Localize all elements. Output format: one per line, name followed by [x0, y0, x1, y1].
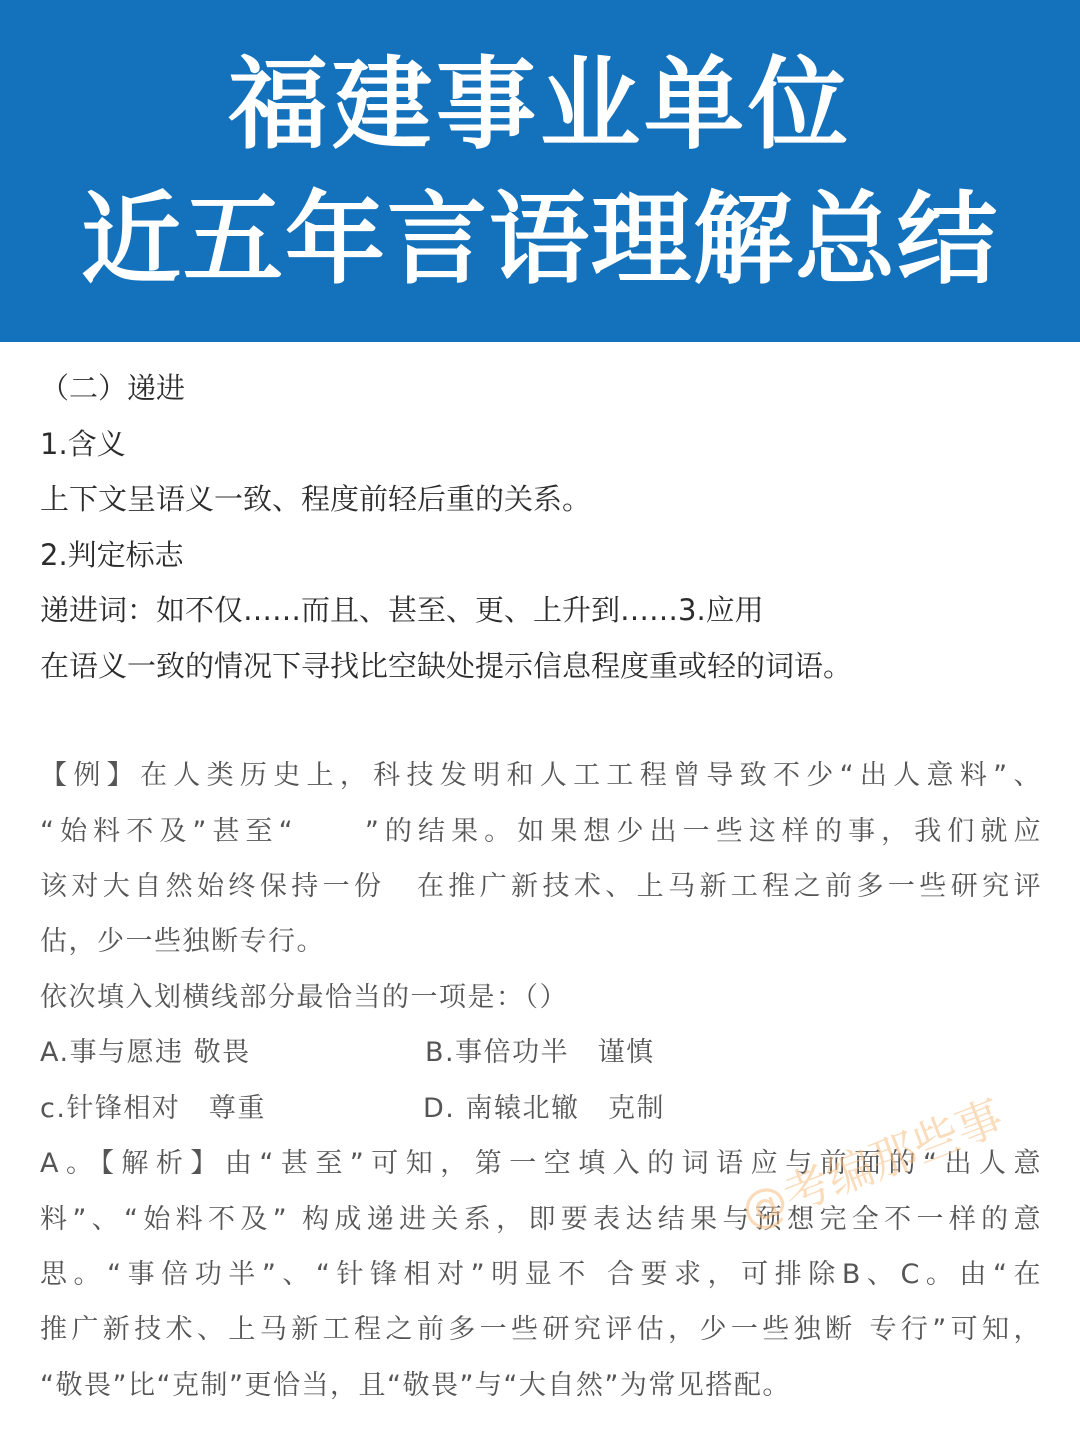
subheading-markers: 2.判定标志 — [40, 538, 184, 572]
page-title-line1: 福建事业单位 — [228, 46, 852, 163]
example-line: 【例】在人类历史上，科技发明和人工工程曾导致不少“出人意料”、 — [40, 760, 1042, 791]
header-banner — [0, 0, 1080, 342]
section-heading: （二）递进 — [40, 371, 186, 405]
markers-text: 递进词：如不仅……而且、甚至、更、上升到……3.应用 — [40, 593, 764, 627]
option-d: D. 南辕北辙 克制 — [423, 1093, 665, 1124]
meaning-text: 上下文呈语义一致、程度前轻后重的关系。 — [40, 482, 592, 516]
analysis-line: 推广新技术、上马新工程之前多一些研究评估，少一些独断 专行”可知， — [40, 1314, 1042, 1345]
option-c: c.针锋相对 尊重 — [40, 1093, 266, 1124]
subheading-meaning: 1.含义 — [40, 427, 126, 461]
example-line: “始料不及”甚至“ ”的结果。如果想少出一些这样的事，我们就应 — [40, 816, 1042, 847]
option-a: A.事与愿违 敬畏 — [40, 1037, 251, 1068]
option-b: B.事倍功半 谨慎 — [425, 1037, 655, 1068]
example-line: 估，少一些独断专行。 — [40, 926, 325, 957]
example-line: 该对大自然始终保持一份 在推广新技术、上马新工程之前多一些研究评 — [40, 871, 1042, 902]
analysis-line: 思。“事倍功半”、“针锋相对”明显不 合要求，可排除B、C。由“在 — [40, 1259, 1042, 1290]
analysis-line: A。【解析】由“甚至”可知，第一空填入的词语应与前面的“出人意 — [40, 1148, 1042, 1179]
page-title-line2: 近五年言语理解总结 — [81, 181, 999, 298]
application-text: 在语义一致的情况下寻找比空缺处提示信息程度重或轻的词语。 — [40, 649, 853, 683]
watermark: @考编那些事 — [733, 1089, 1011, 1239]
analysis-line: 料”、“始料不及” 构成递进关系，即要表达结果与预想完全不一样的意 — [40, 1204, 1042, 1235]
question-prompt: 依次填入划横线部分最恰当的一项是：（） — [40, 982, 568, 1013]
analysis-line: “敬畏”比“克制”更恰当，且“敬畏”与“大自然”为常见搭配。 — [40, 1370, 791, 1401]
